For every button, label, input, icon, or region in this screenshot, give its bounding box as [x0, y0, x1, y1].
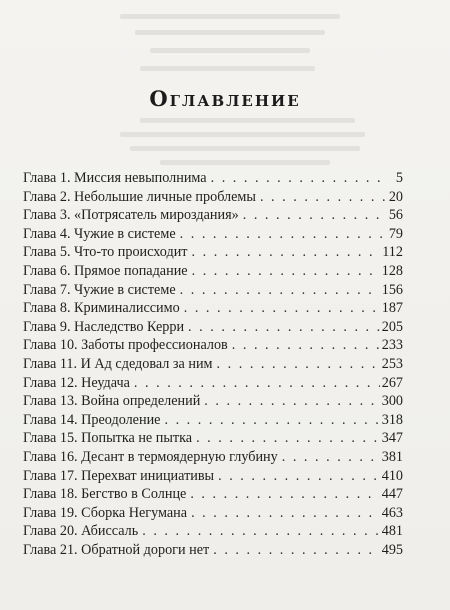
toc-entry-title: Глава 8. Криминалиссимо — [23, 300, 180, 317]
toc-entry-page: 447 — [381, 486, 403, 503]
toc-entry — [23, 467, 403, 486]
toc-entry-title: Глава 2. Небольшие личные проблемы — [23, 188, 256, 205]
toc-entry — [23, 299, 403, 318]
toc-leader-dots — [164, 411, 379, 430]
toc-entry — [23, 522, 403, 541]
toc-leader-dots — [204, 392, 379, 411]
toc-entry-page: 79 — [388, 225, 403, 242]
toc-entry-title: Глава 11. И Ад сдедовал за ним — [23, 355, 213, 372]
toc-entry-title: Глава 21. Обратной дороги нет — [23, 541, 210, 558]
toc-entry-page: 205 — [381, 318, 403, 335]
toc-entry-title: Глава 18. Бегство в Солнце — [23, 486, 187, 503]
toc-leader-dots — [243, 206, 387, 225]
toc-entry-page: 253 — [381, 355, 403, 372]
toc-leader-dots — [217, 355, 380, 374]
toc-leader-dots — [218, 467, 380, 486]
toc-entry — [23, 392, 403, 411]
toc-leader-dots — [192, 262, 380, 281]
toc-entry — [23, 318, 403, 337]
toc-entry-page: 56 — [388, 207, 403, 224]
toc-entry-page: 495 — [381, 541, 403, 558]
toc-leader-dots — [134, 374, 380, 393]
toc-entry — [23, 262, 403, 281]
toc-entry — [23, 374, 403, 393]
toc-leader-dots — [180, 225, 387, 244]
toc-leader-dots — [142, 522, 379, 541]
toc-entry — [23, 243, 403, 262]
toc-entry-title: Глава 13. Война определений — [23, 393, 201, 410]
toc-entry-title: Глава 6. Прямое попадание — [23, 262, 188, 279]
toc-leader-dots — [282, 448, 380, 467]
toc-entry — [23, 504, 403, 523]
toc-entry-page: 20 — [388, 188, 403, 205]
toc-entry-title: Глава 3. «Потрясатель мироздания» — [23, 207, 239, 224]
table-of-contents — [23, 169, 403, 559]
toc-entry-title: Глава 10. Заботы профессионалов — [23, 337, 228, 354]
toc-entry-page: 300 — [381, 393, 403, 410]
toc-entry-page: 463 — [381, 504, 403, 521]
toc-leader-dots — [180, 281, 380, 300]
toc-entry-title: Глава 4. Чужие в системе — [23, 225, 176, 242]
toc-entry — [23, 429, 403, 448]
toc-leader-dots — [211, 169, 389, 188]
toc-leader-dots — [191, 504, 380, 523]
toc-leader-dots — [213, 541, 380, 560]
toc-entry-page: 156 — [381, 281, 403, 298]
toc-entry — [23, 448, 403, 467]
toc-entry-title: Глава 14. Преодоление — [23, 411, 161, 428]
toc-entry-page: 112 — [382, 244, 403, 261]
toc-leader-dots — [232, 336, 380, 355]
toc-entry-page: 233 — [381, 337, 403, 354]
toc-leader-dots — [190, 485, 379, 504]
toc-entry — [23, 355, 403, 374]
toc-leader-dots — [192, 243, 381, 262]
toc-entry-title: Глава 1. Миссия невыполнима — [23, 170, 207, 186]
toc-entry-page: 381 — [381, 448, 403, 465]
toc-entry-page: 128 — [381, 262, 403, 279]
toc-entry — [23, 281, 403, 300]
toc-leader-dots — [260, 188, 387, 207]
toc-entry — [23, 225, 403, 244]
toc-entry-title: Глава 5. Что-то происходит — [23, 244, 188, 261]
toc-entry-title: Глава 20. Абиссаль — [23, 523, 139, 540]
toc-entry-title: Глава 12. Неудача — [23, 374, 130, 391]
toc-entry — [23, 188, 403, 207]
toc-entry-title: Глава 7. Чужие в системе — [23, 281, 176, 298]
toc-entry-title: Глава 15. Попытка не пытка — [23, 430, 193, 447]
toc-leader-dots — [196, 429, 380, 448]
toc-entry-page: 5 — [395, 170, 403, 186]
toc-entry-page: 481 — [381, 523, 403, 540]
toc-entry-title: Глава 9. Наследство Керри — [23, 318, 185, 335]
toc-entry — [23, 485, 403, 504]
toc-heading: Оглавление — [149, 86, 301, 111]
toc-entry-page: 318 — [381, 411, 403, 428]
toc-entry — [23, 206, 403, 225]
toc-entry — [23, 336, 403, 355]
toc-entry-title: Глава 19. Сборка Негумана — [23, 504, 188, 521]
toc-entry-page: 267 — [381, 374, 403, 391]
toc-leader-dots — [184, 299, 380, 318]
toc-entry-page: 187 — [381, 300, 403, 317]
toc-entry — [23, 411, 403, 430]
toc-entry-title: Глава 16. Десант в термоядерную глубину — [23, 448, 278, 465]
toc-entry — [23, 169, 403, 188]
toc-entry-page: 410 — [381, 467, 403, 484]
toc-entry-title: Глава 17. Перехват инициативы — [23, 467, 215, 484]
toc-leader-dots — [188, 318, 380, 337]
toc-entry — [23, 541, 403, 560]
toc-entry-page: 347 — [381, 430, 403, 447]
